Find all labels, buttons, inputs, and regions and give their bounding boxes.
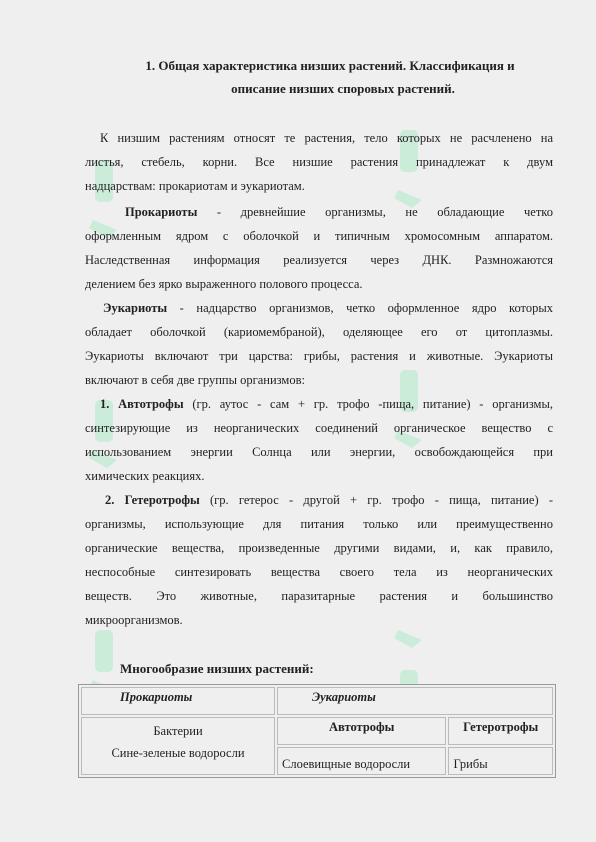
heterotrophs-paragraph <box>85 488 553 632</box>
page-title-line-2: описание низших споровых растений. <box>231 81 455 96</box>
prokaryotes-paragraph <box>85 200 553 296</box>
text-line <box>85 296 553 320</box>
text-line <box>85 392 553 416</box>
text-line: веществ. Это животные, паразитарные растения и большинство <box>85 589 553 603</box>
term-prokaryotes: Прокариоты <box>125 205 198 219</box>
text-line: включают в себя две группы организмов: <box>85 373 305 387</box>
example-cyanobacteria: Сине-зеленые водоросли <box>111 746 245 760</box>
intro-paragraph <box>85 126 553 198</box>
page-title-line-1: 1. Общая характеристика низших растений. Классификация и <box>145 58 515 73</box>
text-line: листья, стебель, корни. Все низшие растения принадлежат к двум <box>85 155 553 169</box>
header-autotrophs: Автотрофы <box>277 717 446 745</box>
header-eukaryotes: Эукариоты <box>277 687 553 715</box>
text-line: К низшим растениям относят те растения, тело которых не расчленено на <box>100 131 553 145</box>
text-line: неспособные синтезировать вещества своего тела из неорганических <box>85 565 553 579</box>
text-line <box>85 488 553 512</box>
text-line: организмы, использующие для питания только или преимущественно <box>85 517 553 531</box>
text-line: использованием энергии Солнца или энергии, освобождающейся при <box>85 445 553 459</box>
text-line: синтезирующие из неорганических соединений органическое вещество с <box>85 421 553 435</box>
text-line: химических реакциях. <box>85 469 205 483</box>
table-row <box>81 717 553 745</box>
text-line: Эукариоты включают три царства: грибы, растения и животные. Эукариоты <box>85 349 553 363</box>
text-fragment: (гр. аутос - сам + гр. трофо -пища, питание) - организмы, <box>183 397 553 411</box>
header-heterotrophs: Гетеротрофы <box>448 717 553 745</box>
header-prokaryotes: Прокариоты <box>81 687 275 715</box>
eukaryotes-paragraph <box>85 296 553 392</box>
text-line: органические вещества, произведенные другими видами, и, как правило, <box>85 541 553 555</box>
text-fragment: - древнейшие организмы, не обладающие четко <box>197 205 553 219</box>
text-line: делением без ярко выраженного полового процесса. <box>85 277 363 291</box>
heterotroph-example: Грибы <box>448 747 553 775</box>
term-heterotrophs: 2. Гетеротрофы <box>105 493 200 507</box>
text-line <box>85 200 553 224</box>
term-eukaryotes: Эукариоты <box>103 301 168 315</box>
text-line: обладает оболочкой (кариомембраной), оделяющее его от цитоплазмы. <box>85 325 553 339</box>
text-fragment: (гр. гетерос - другой + гр. трофо - пища, питание) - <box>199 493 553 507</box>
text-line: Наследственная информация реализуется через ДНК. Размножаются <box>85 253 553 267</box>
example-bacteria: Бактерии <box>153 724 203 738</box>
table-row <box>81 687 553 715</box>
classification-table <box>78 684 556 778</box>
autotrophs-paragraph <box>85 392 553 488</box>
text-line: оформленным ядром с оболочкой и типичным хромосомным аппаратом. <box>85 229 553 243</box>
diversity-heading: Многообразие низших растений: <box>120 661 314 676</box>
autotroph-example: Слоевищные водоросли <box>277 747 446 775</box>
text-line: микроорганизмов. <box>85 613 183 627</box>
term-autotrophs: 1. Автотрофы <box>100 397 184 411</box>
text-fragment: - надцарство организмов, четко оформленное ядро которых <box>167 301 553 315</box>
prokaryotes-examples-cell <box>81 717 275 775</box>
text-line: надцарствам: прокариотам и эукариотам. <box>85 179 305 193</box>
